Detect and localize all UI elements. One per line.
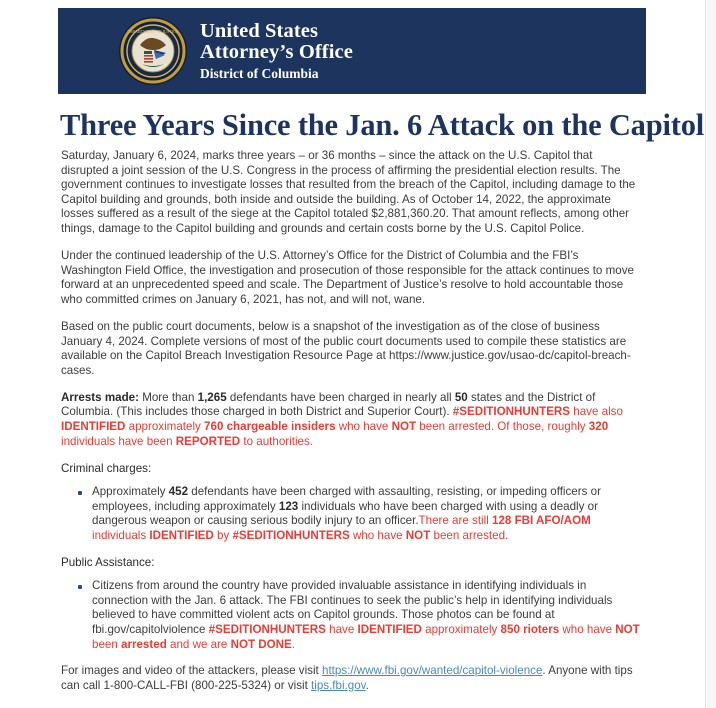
cc-red-1: There are still xyxy=(418,514,492,528)
pa-red-2: have xyxy=(325,623,358,637)
criminal-charges-list xyxy=(61,485,641,543)
arrests-red-10: individuals have been xyxy=(61,434,176,448)
not-word-3: NOT xyxy=(615,623,640,637)
pa-red-12: . xyxy=(291,637,296,651)
arrests-red-8: been arrested. Of those, roughly xyxy=(416,420,589,433)
identified-word-2: IDENTIFIED xyxy=(149,529,214,543)
deadly-weapon-count: 123 xyxy=(278,499,299,513)
document-content xyxy=(58,8,705,706)
footer-text-3: . xyxy=(365,678,369,692)
seditionhunters-tag: #SEDITIONHUNTERS xyxy=(452,405,571,419)
public-assistance-heading: Public Assistance: xyxy=(61,555,155,569)
arrested-word: arrested xyxy=(121,637,167,651)
chargeable-insiders-count: 760 chargeable insiders xyxy=(204,420,336,433)
paragraph-arrests-made xyxy=(61,391,641,449)
document-body xyxy=(61,149,641,693)
doj-seal-icon xyxy=(120,18,186,84)
footer-text-2: . Anyone with tips can call 1-800-CALL-FBI (800-225-5324) or visit xyxy=(61,664,633,692)
rioters-count: 850 rioters xyxy=(500,623,560,637)
footer-text-1: For images and video of the attackers, please visit xyxy=(61,664,322,678)
paragraph-overview: Saturday, January 6, 2024, marks three years – or 36 months – since the attack on the U.S. Capitol that disrupted a joint session of the U.S. Congress in the process of affirming the presidential election results. The government continues to investigate losses that resulted from the breach of the Capitol, including damage to the Capitol building and grounds, both inside and outside the building. As of October 14, 2022, the approximate losses suffered as a result of the siege at the Capitol totaled $2,881,360.20. That amount reflects, among other things, damage to the Capitol building and grounds and certain costs borne by the U.S. Capitol Police. xyxy=(61,149,636,235)
fbi-wanted-link[interactable]: https://www.fbi.gov/wanted/capitol-violence xyxy=(322,664,543,678)
arrests-text-3: states and the District of Columbia. (This includes those charged in both District and Superior Court). xyxy=(61,390,596,419)
cc-text-3: individuals who have been charged with using a deadly or dangerous weapon or causing serious bodily injury to an officer. xyxy=(92,499,598,528)
arrests-text-2: defendants have been charged in nearly all xyxy=(226,390,455,404)
cc-red-7: who have xyxy=(349,529,406,543)
tips-fbi-link[interactable]: tips.fbi.gov xyxy=(311,678,366,692)
arrests-red-4: approximately xyxy=(125,420,205,433)
svg-text:DEPARTMENT OF JUSTICE: DEPARTMENT OF JUSTICE xyxy=(127,29,179,34)
identified-word: IDENTIFIED xyxy=(61,420,126,433)
criminal-charges-heading: Criminal charges: xyxy=(61,461,152,475)
list-item xyxy=(92,579,641,652)
cc-red-5: by xyxy=(213,529,233,543)
paragraph-leadership: Under the continued leadership of the U.S. Attorney’s Office for the District of Columbia and the FBI’s Washington Field Office, the investigation and prosecution of those responsible for the attack continues to move forward at an unprecedented speed and scale. The Department of Justice’s resolve to hold accountable those who committed crimes on January 6, 2021, has not, and will not, wane. xyxy=(61,249,634,306)
pa-red-4: approximately xyxy=(421,623,501,637)
not-word-2: NOT xyxy=(405,529,431,543)
arrests-red-12: to authorities. xyxy=(240,434,313,448)
assault-defendants-count: 452 xyxy=(168,485,189,499)
banner-line-3: District of Columbia xyxy=(200,65,319,81)
reported-word: REPORTED xyxy=(175,434,241,448)
pa-red-10: and we are xyxy=(166,637,231,651)
public-assistance-list xyxy=(61,579,641,652)
not-done-phrase: NOT DONE xyxy=(230,637,292,651)
page-scroll-gutter[interactable] xyxy=(707,0,716,708)
banner-text-block xyxy=(200,21,353,81)
arrests-red-6: who have xyxy=(335,420,392,433)
identified-word-3: IDENTIFIED xyxy=(357,623,422,637)
seditionhunters-tag-3: #SEDITIONHUNTERS xyxy=(208,623,326,637)
list-item xyxy=(92,485,641,543)
page-title: Three Years Since the Jan. 6 Attack on the Capitol xyxy=(60,108,705,142)
usao-banner xyxy=(58,8,646,94)
arrests-made-label: Arrests made: xyxy=(61,390,139,404)
reported-count: 320 xyxy=(588,420,609,433)
pa-red-6: who have xyxy=(559,623,616,637)
cc-red-9: been arrested. xyxy=(430,529,509,543)
arrests-text-1: More than xyxy=(138,390,198,404)
banner-line-2: Attorney’s Office xyxy=(200,41,353,64)
paragraph-snapshot: Based on the public court documents, below is a snapshot of the investigation as of the close of business January 4, 2024. Complete versions of most of the public court documents used to compile these statistics are available on the Capitol Breach Investigation Resource Page at https://www.justice.gov/usao-dc/capitol-breach-cases. xyxy=(61,319,631,377)
arrests-red-2: have also xyxy=(570,405,623,419)
pa-text-1: Citizens from around the country have provided invaluable assistance in identifying individuals in connection with the Jan. 6 attack. The FBI continues to seek the public’s help in identifying individuals believed to have committed violent acts on Capitol grounds. Those photos can be found at fbi.gov/capitolviolence xyxy=(92,579,613,637)
paragraph-footer-contact xyxy=(61,664,641,693)
seditionhunters-tag-2: #SEDITIONHUNTERS xyxy=(232,529,350,543)
cc-text-2: defendants have been charged with assaulting, resisting, or impeding officers or employees, including approximately xyxy=(92,485,601,513)
banner-line-1: United States xyxy=(200,20,319,43)
states-count: 50 xyxy=(454,390,468,404)
cc-text-1: Approximately xyxy=(92,485,169,499)
fbi-afo-aom-count: 128 FBI AFO/AOM xyxy=(492,514,591,528)
cc-red-3: individuals xyxy=(92,529,150,543)
not-word-1: NOT xyxy=(391,420,417,433)
pa-red-8: been xyxy=(92,637,122,651)
arrests-count: 1,265 xyxy=(197,390,227,404)
